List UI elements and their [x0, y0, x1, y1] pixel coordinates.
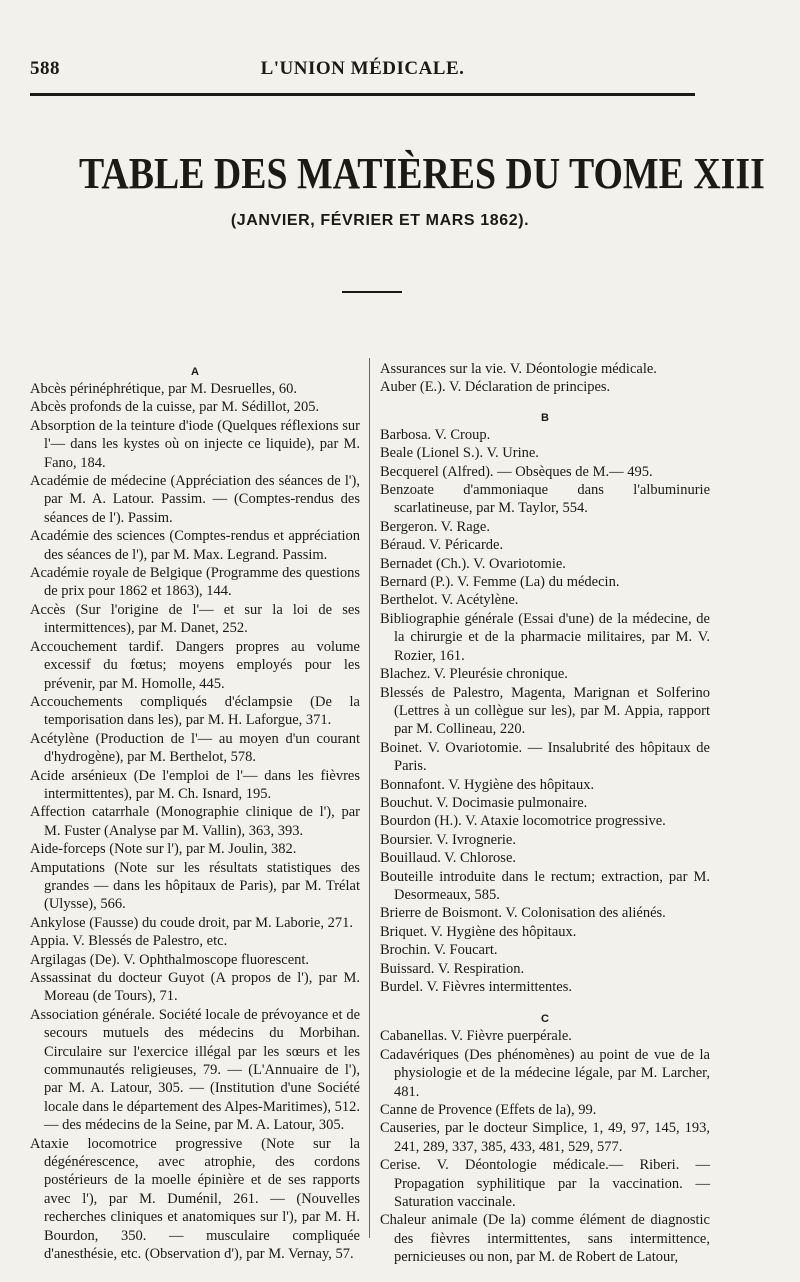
right-column	[380, 360, 710, 1267]
index-entry: Assassinat du docteur Guyot (A propos de l'), par M. Moreau (de Tours), 71.	[30, 970, 360, 1005]
index-entry: Blachez. V. Pleurésie chronique.	[380, 666, 568, 683]
index-entry: Acide arsénieux (De l'emploi de l'— dans les fièvres intermittentes), par M. Ch. Isnard, 195.	[30, 767, 360, 802]
index-entry: Bourdon (H.). V. Ataxie locomotrice progressive.	[380, 813, 666, 830]
index-entry: Académie de médecine (Appréciation des séances de l'), par M. A. Latour. Passim. — (Comptes-rendus des séances de l'). Passim.	[30, 473, 360, 526]
section-letter-c: C	[541, 1013, 549, 1026]
index-entry: Bonnafont. V. Hygiène des hôpitaux.	[380, 776, 595, 793]
index-entry: Berthelot. V. Acétylène.	[380, 592, 519, 609]
index-entry: Bernadet (Ch.). V. Ovariotomie.	[380, 555, 566, 572]
index-entry: Argilagas (De). V. Ophthalmoscope fluorescent.	[30, 951, 310, 968]
index-entry: Briquet. V. Hygiène des hôpitaux.	[380, 923, 577, 940]
index-entry: Bernard (P.). V. Femme (La) du médecin.	[380, 574, 620, 591]
header-rule	[30, 93, 695, 96]
index-entry: Beale (Lionel S.). V. Urine.	[380, 445, 539, 462]
entry-list-c	[380, 1027, 710, 1266]
index-entry: Burdel. V. Fièvres intermittentes.	[380, 979, 572, 995]
index-entry: Blessés de Palestro, Magenta, Marignan et Solferino (Lettres à un collègue sur les), par M. Appia, rapport par M. Collineau, 220.	[380, 684, 710, 738]
index-entry: Cerise. V. Déontologie médicale.— Riberi. — Propagation syphilitique par la vaccination. — Saturation vaccinale.	[380, 1157, 710, 1211]
index-entry: Abcès profonds de la cuisse, par M. Sédillot, 205.	[30, 399, 320, 416]
left-column	[30, 360, 360, 1264]
index-entry: Affection catarrhale (Monographie clinique de l'), par M. Fuster (Analyse par M. Vallin), 363, 393.	[30, 804, 360, 839]
index-entry: Brochin. V. Foucart.	[380, 942, 498, 959]
index-entry: Ankylose (Fausse) du coude droit, par M. Laborie, 271.	[30, 914, 353, 931]
section-letter-b: B	[541, 411, 549, 424]
index-entry: Académie royale de Belgique (Programme des questions de prix pour 1862 et 1863), 144.	[30, 565, 360, 600]
column-divider	[369, 358, 370, 1238]
index-entry: Brierre de Boismont. V. Colonisation des aliénés.	[380, 905, 666, 922]
index-entry: Becquerel (Alfred). — Obsèques de M.— 495.	[380, 463, 653, 480]
entry-list-b	[380, 426, 710, 997]
index-entry: Association générale. Société locale de prévoyance et de secours mutuels des médecins du Morbihan. Circulaire sur l'exercice illégal par les sœurs et les communautés religieuses, 79. — (L'Annuaire de l'), par M. A. Latour, 305. — (Institution d'une Société locale dans le département des Alpes-Maritimes), 512. — des médecins de la Seine, par M. A. Latour, 305.	[30, 1006, 360, 1134]
index-entry: Ataxie locomotrice progressive (Note sur la dégénérescence, avec atrophie, des cordons postérieurs de la moelle épinière et de ses rapports avec l'), par M. Duménil, 261. — (Nouvelles recherches cliniques et anatomiques sur l'), par M. H. Bourdon, 350. — musculaire compliquée d'anesthésie, etc. (Observation d'), par M. Vernay, 57.	[30, 1135, 360, 1263]
index-entry: Bibliographie générale (Essai d'une) de la médecine, de la chirurgie et de la pharmacie militaires, par M. V. Rozier, 161.	[380, 610, 710, 664]
index-entry: Accès (Sur l'origine de l'— et sur la loi de ses intermittences), par M. Danet, 252.	[30, 601, 360, 637]
index-entry: Bouchut. V. Docimasie pulmonaire.	[380, 794, 588, 811]
index-entry: Assurances sur la vie. V. Déontologie médicale.	[380, 361, 657, 377]
index-entry: Auber (E.). V. Déclaration de principes.	[380, 379, 611, 396]
entry-list-a	[30, 380, 360, 1264]
index-entry: Abcès périnéphrétique, par M. Desruelles, 60.	[30, 381, 297, 397]
index-entry: Boinet. V. Ovariotomie. — Insalubrité des hôpitaux de Paris.	[380, 739, 710, 775]
index-entry: Béraud. V. Péricarde.	[380, 537, 504, 554]
index-entry: Aide-forceps (Note sur l'), par M. Joulin, 382.	[30, 841, 297, 858]
section-letter-a: A	[191, 366, 199, 378]
index-entry: Acétylène (Production de l'— au moyen d'un courant d'hydrogène), par M. Berthelot, 578.	[30, 730, 360, 766]
page-title: TABLE DES MATIÈRES DU TOME XIII	[79, 149, 765, 198]
index-entry: Accouchement tardif. Dangers propres au volume excessif du fœtus; moyens employés pour les prévenir, par M. Homolle, 445.	[30, 638, 360, 692]
index-entry: Absorption de la teinture d'iode (Quelques réflexions sur l'— dans les kystes où on injecte ce liquide), par M. Fano, 184.	[30, 417, 360, 471]
page-subtitle: (JANVIER, FÉVRIER ET MARS 1862).	[230, 212, 530, 229]
page-header	[30, 58, 695, 88]
index-entry: Canne de Provence (Effets de la), 99.	[380, 1102, 597, 1119]
index-entry: Boursier. V. Ivrognerie.	[380, 831, 516, 848]
index-entry: Appia. V. Blessés de Palestro, etc.	[30, 933, 228, 950]
entry-list-a-continued	[380, 360, 710, 397]
index-entry: Buissard. V. Respiration.	[380, 960, 525, 977]
index-entry: Accouchements compliqués d'éclampsie (De la temporisation dans les), par M. H. Laforgue, 371.	[30, 693, 360, 729]
index-entry: Académie des sciences (Comptes-rendus et appréciation des séances de l'), par M. Max. Legrand. Passim.	[30, 528, 360, 563]
index-entry: Cabanellas. V. Fièvre puerpérale.	[380, 1028, 572, 1045]
index-entry: Bouillaud. V. Chlorose.	[380, 850, 517, 867]
index-entry: Benzoate d'ammoniaque dans l'albuminurie scarlatineuse, par M. Taylor, 554.	[380, 482, 710, 517]
index-entry: Bergeron. V. Rage.	[380, 518, 490, 535]
index-entry: Causeries, par le docteur Simplice, 1, 49, 97, 145, 193, 241, 289, 337, 385, 433, 481, 529, 577.	[380, 1120, 710, 1155]
index-entry: Cadavériques (Des phénomènes) au point de vue de la physiologie et de la médecine légale, par M. Larcher, 481.	[380, 1046, 710, 1100]
index-entry: Chaleur animale (De la) comme élément de diagnostic des fièvres intermittentes, sans intermittence, pernicieuses ou non, par M. de Robert de Latour,	[380, 1212, 710, 1266]
index-entry: Barbosa. V. Croup.	[380, 426, 491, 443]
index-entry: Amputations (Note sur les résultats statistiques des grandes — dans les hôpitaux de Paris), par M. Trélat (Ulysse), 566.	[30, 859, 360, 913]
journal-title: L'UNION MÉDICALE.	[260, 58, 465, 79]
page-number: 588	[30, 58, 60, 79]
index-entry: Bouteille introduite dans le rectum; extraction, par M. Desormeaux, 585.	[380, 868, 710, 903]
title-divider	[342, 291, 402, 293]
